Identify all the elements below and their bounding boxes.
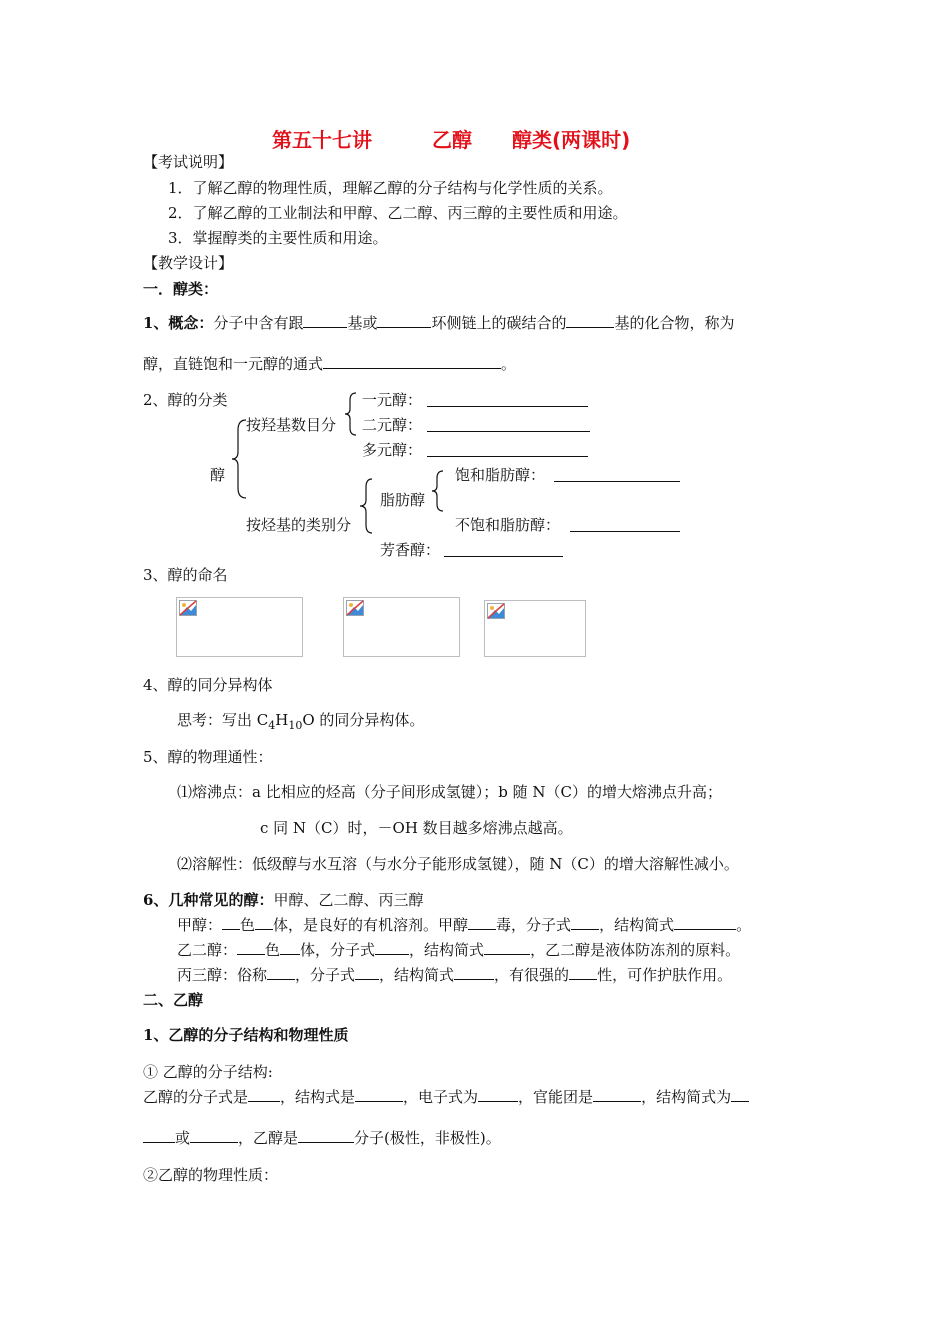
- blank: [468, 915, 496, 930]
- text: 乙二醇：: [177, 941, 238, 959]
- blank: [566, 313, 614, 328]
- blank: [298, 1128, 354, 1143]
- concept-text-a: 分子中含有跟: [213, 314, 304, 332]
- text: ，官能团是: [518, 1088, 594, 1106]
- blank: [484, 940, 530, 955]
- blank: [377, 313, 431, 328]
- blank: [222, 915, 240, 930]
- text: 体，是良好的有机溶剂。甲醇: [273, 916, 469, 934]
- text: ，结构简式为: [641, 1088, 732, 1106]
- unsaturated-label: 不饱和脂肪醇：: [455, 516, 561, 534]
- naming-heading: 3、醇的命名: [143, 566, 228, 584]
- text: ，结构式是: [280, 1088, 356, 1106]
- text: 乙醇的分子式是: [143, 1088, 249, 1106]
- exam-item-2: 2．了解乙醇的工业制法和甲醇、乙二醇、丙三醇的主要性质和用途。: [168, 204, 628, 222]
- aromatic-label: 芳香醇：: [380, 541, 441, 559]
- text: 性，可作护肤作用。: [597, 966, 733, 984]
- broken-image-icon: [487, 603, 505, 619]
- broken-image-icon: [346, 600, 364, 616]
- blank: [569, 965, 597, 980]
- blank: [554, 481, 680, 482]
- aliphatic-label: 脂肪醇: [380, 491, 426, 509]
- concept-text-d: 基的化合物，称为: [614, 314, 735, 332]
- isomer-heading: 4、醇的同分异构体: [143, 676, 273, 694]
- text: ，乙二醇是液体防冻剂的原料。: [530, 941, 741, 959]
- text: 体，分子式: [300, 941, 376, 959]
- blank: [427, 431, 590, 432]
- ethanol-line-2: [143, 1128, 501, 1148]
- formula-line: [143, 354, 516, 374]
- ethanol-structure-heading: ① 乙醇的分子结构:: [143, 1063, 273, 1081]
- ethanol-sub-heading: 1、乙醇的分子结构和物理性质: [143, 1026, 349, 1044]
- broken-image-3: [484, 600, 586, 657]
- concept-text-b: 基或: [347, 314, 378, 332]
- text: ，电子式为: [403, 1088, 479, 1106]
- ethanol-line-1: [143, 1087, 749, 1107]
- blank: [237, 940, 265, 955]
- page-title: 第五十七讲 乙醇 醇类(两课时): [272, 128, 631, 152]
- brace-small: [343, 392, 359, 436]
- blank: [375, 940, 409, 955]
- mono-alcohol-label: 一元醇：: [362, 391, 423, 409]
- think-line: [177, 710, 424, 736]
- concept-text-c: 环侧链上的碳结合的: [431, 314, 567, 332]
- text: 毒，分子式: [496, 916, 572, 934]
- blank: [427, 456, 588, 457]
- glycerol-line: [177, 965, 732, 985]
- tree-root: 醇: [210, 466, 226, 484]
- ethanol-physical-heading: ②乙醇的物理性质：: [143, 1166, 279, 1184]
- brace-small-2: [430, 470, 446, 512]
- by-hydroxyl-count: 按羟基数目分: [246, 416, 337, 434]
- broken-image-1: [176, 597, 303, 657]
- text: 色: [265, 941, 281, 959]
- text: 甲醇：: [177, 916, 223, 934]
- blank: [303, 313, 347, 328]
- broken-image-icon: [179, 600, 197, 616]
- think-text-b: H: [275, 711, 289, 729]
- methanol-line: [177, 915, 751, 935]
- blank: [478, 1087, 518, 1102]
- blank: [571, 915, 599, 930]
- saturated-label: 饱和脂肪醇：: [455, 466, 546, 484]
- common-heading: 6、几种常见的醇：: [143, 891, 274, 909]
- glycol-line: [177, 940, 740, 960]
- brace-medium: [358, 478, 376, 534]
- common-list: 甲醇、乙二醇、丙三醇: [273, 891, 424, 909]
- blank: [731, 1087, 749, 1102]
- text: 色: [240, 916, 256, 934]
- text: 。: [736, 916, 752, 934]
- text: ，有很强的: [494, 966, 570, 984]
- text: ，乙醇是: [238, 1129, 299, 1147]
- poly-alcohol-label: 多元醇：: [362, 441, 423, 459]
- blank: [674, 915, 736, 930]
- phys-item-1c: c 同 N（C）时，－OH 数目越多熔沸点越高。: [260, 819, 573, 837]
- blank: [355, 965, 379, 980]
- phys-heading: 5、醇的物理通性：: [143, 748, 273, 766]
- phys-item-1: ⑴熔沸点：a 比相应的烃高（分子间形成氢键）；b 随 N（C）的增大熔沸点升高；: [177, 783, 722, 801]
- text: ，结构简式: [379, 966, 455, 984]
- text: ，分子式: [295, 966, 356, 984]
- blank: [444, 556, 563, 557]
- broken-image-2: [343, 597, 460, 657]
- blank: [570, 531, 680, 532]
- concept-text-e: 醇，直链饱和一元醇的通式: [143, 355, 324, 373]
- exam-item-1: 1．了解乙醇的物理性质，理解乙醇的分子结构与化学性质的关系。: [168, 179, 613, 197]
- exam-item-3: 3．掌握醇类的主要性质和用途。: [168, 229, 388, 247]
- think-sub-2: 10: [288, 719, 303, 732]
- blank: [593, 1087, 641, 1102]
- think-text-a: 思考：写出 C: [177, 711, 269, 729]
- phys-item-2: ⑵溶解性：低级醇与水互溶（与水分子能形成氢键），随 N（C）的增大溶解性减小。: [177, 855, 739, 873]
- text: 分子(极性，非极性)。: [354, 1129, 501, 1147]
- text: ，结构简式: [599, 916, 675, 934]
- blank: [143, 1128, 175, 1143]
- blank: [454, 965, 494, 980]
- text: ，结构简式: [409, 941, 485, 959]
- blank: [248, 1087, 280, 1102]
- di-alcohol-label: 二元醇：: [362, 416, 423, 434]
- section-1-heading: 一．醇类：: [143, 280, 219, 298]
- think-sub-1: 4: [268, 719, 276, 732]
- design-heading: 【教学设计】: [143, 254, 234, 272]
- blank: [255, 915, 273, 930]
- blank: [323, 354, 501, 369]
- blank: [355, 1087, 403, 1102]
- blank: [267, 965, 295, 980]
- common-line: [143, 890, 423, 910]
- classification-heading: 2、醇的分类: [143, 391, 228, 409]
- concept-label: 1、概念：: [143, 314, 214, 332]
- by-hydrocarbon-type: 按烃基的类别分: [246, 516, 352, 534]
- exam-heading: 【考试说明】: [143, 153, 234, 171]
- blank: [427, 406, 588, 407]
- think-text-c: O 的同分异构体。: [302, 711, 425, 729]
- blank: [190, 1128, 238, 1143]
- text: 丙三醇：俗称: [177, 966, 268, 984]
- concept-line: [143, 313, 735, 333]
- text: 或: [175, 1129, 191, 1147]
- blank: [280, 940, 300, 955]
- section-2-heading: 二、乙醇: [143, 991, 204, 1009]
- concept-text-f: 。: [501, 355, 517, 373]
